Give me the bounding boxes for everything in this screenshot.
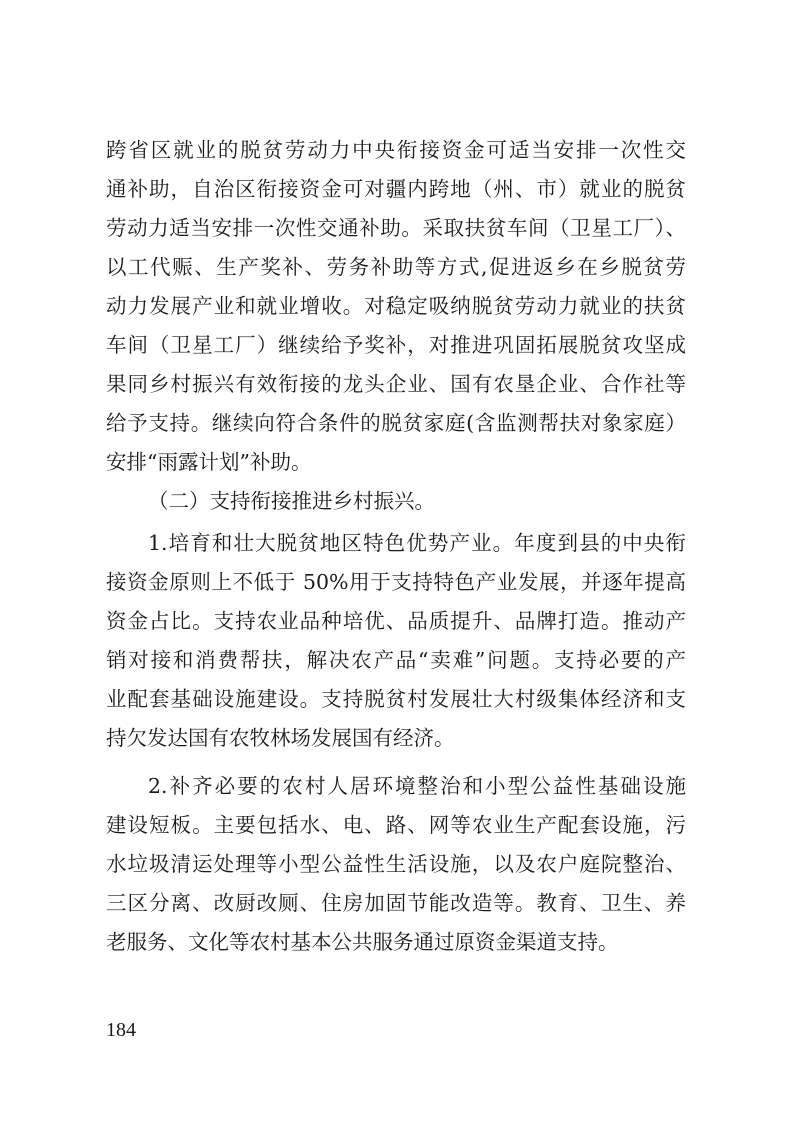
paragraph-infrastructure — [106, 767, 686, 962]
text-line: 建设短板。主要包括水、电、路、网等农业生产配套设施，污 — [106, 813, 686, 837]
text-line: 老服务、文化等农村基本公共服务通过原资金渠道支持。 — [106, 930, 619, 954]
text-line: 果同乡村振兴有效衔接的龙头企业、国有农垦企业、合作社等 — [106, 372, 686, 396]
text-line: 跨省区就业的脱贫劳动力中央衔接资金可适当安排一次性交 — [106, 138, 686, 162]
text-line: 三区分离、改厨改厕、住房加固节能改造等。教育、卫生、养 — [106, 891, 686, 915]
text-line: 2.补齐必要的农村人居环境整治和小型公益性基础设施 — [148, 774, 686, 798]
text-line: 车间（卫星工厂）继续给予奖补，对推进巩固拓展脱贫攻坚成 — [106, 333, 686, 357]
text-line: 水垃圾清运处理等小型公益性生活设施，以及农户庭院整治、 — [106, 852, 686, 876]
text-line: 以工代赈、生产奖补、劳务补助等方式,促进返乡在乡脱贫劳 — [106, 255, 686, 279]
page-number: 184 — [106, 1019, 136, 1041]
text-line: 业配套基础设施建设。支持脱贫村发展壮大村级集体经济和支 — [106, 687, 686, 711]
text-line: 接资金原则上不低于 50%用于支持特色产业发展，并逐年提高 — [106, 570, 686, 594]
text-line: 动力发展产业和就业增收。对稳定吸纳脱贫劳动力就业的扶贫 — [106, 294, 686, 318]
body-text — [106, 131, 686, 962]
paragraph-transport-subsidy — [106, 131, 686, 482]
text-line: 给予支持。继续向符合条件的脱贫家庭(含监测帮扶对象家庭） — [106, 411, 686, 435]
text-line: 持欠发达国有农牧林场发展国有经济。 — [106, 726, 455, 750]
text-line: 安排“雨露计划”补助。 — [106, 450, 312, 474]
paragraph-industry — [106, 524, 686, 758]
text-line: 1.培育和壮大脱贫地区特色优势产业。年度到县的中央衔 — [148, 531, 686, 555]
text-line: 通补助，自治区衔接资金可对疆内跨地（州、市）就业的脱贫 — [106, 177, 686, 201]
text-line: 劳动力适当安排一次性交通补助。采取扶贫车间（卫星工厂）、 — [106, 216, 686, 240]
text-line: 资金占比。支持农业品种培优、品质提升、品牌打造。推动产 — [106, 609, 686, 633]
section-heading: （二）支持衔接推进乡村振兴。 — [148, 489, 435, 513]
text-line: 销对接和消费帮扶，解决农产品“卖难”问题。支持必要的产 — [106, 648, 686, 672]
